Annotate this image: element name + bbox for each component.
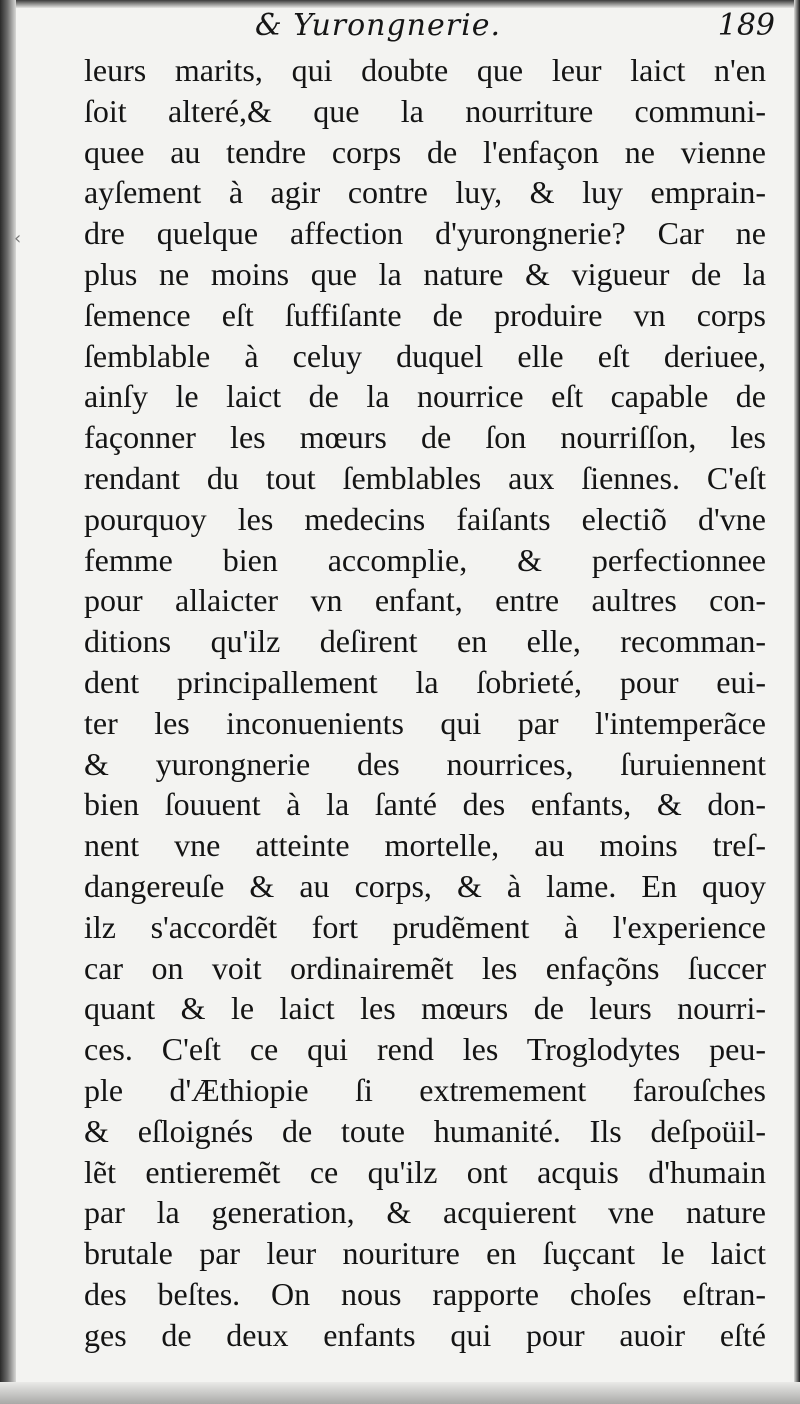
scan-edge-top bbox=[0, 0, 800, 8]
text-line: nent vne atteinte mortelle, au moins treſ- bbox=[84, 827, 766, 864]
text-line: ces. C'eſt ce qui rend les Troglodytes peu- bbox=[84, 1031, 766, 1068]
scan-edge-bottom bbox=[0, 1382, 800, 1404]
text-line: des beſtes. On nous rapporte choſes eſtran- bbox=[84, 1275, 766, 1312]
text-line: dre quelque affection d'yurongnerie? Car ne bbox=[84, 215, 766, 252]
text-line: ditions qu'ilz deſirent en elle, recomman- bbox=[84, 623, 766, 660]
running-head: & Yurongnerie. bbox=[255, 8, 501, 43]
text-line: ſemence eſt ſuffiſante de produire vn corps bbox=[84, 296, 766, 333]
scan-edge-left bbox=[0, 0, 16, 1404]
text-line: ple d'Æthiopie ſi extremement farouſches bbox=[84, 1071, 766, 1108]
text-line: & yurongnerie des nourrices, ſuruiennent bbox=[84, 745, 766, 782]
text-line: quee au tendre corps de l'enfaçon ne vienne bbox=[84, 133, 766, 170]
text-line: ter les inconuenients qui par l'intemperãce bbox=[84, 704, 766, 741]
text-line: ſemblable à celuy duquel elle eſt deriuee, bbox=[84, 337, 766, 374]
text-line: ayſement à agir contre luy, & luy emprain- bbox=[84, 174, 766, 211]
text-line: leurs marits, qui doubte que leur laict n'en bbox=[84, 52, 766, 88]
text-line: ilz s'accordẽt fort prudẽment à l'experience bbox=[84, 908, 766, 945]
margin-mark-icon: ‹ bbox=[14, 228, 22, 249]
text-line: pour allaicter vn enfant, entre aultres con- bbox=[84, 582, 766, 619]
text-line: pourquoy les medecins faiſants electiõ d'vne bbox=[84, 500, 766, 537]
text-line: ſoit alteré,& que la nourriture communi- bbox=[84, 92, 766, 129]
text-line: dangereuſe & au corps, & à lame. En quoy bbox=[84, 867, 766, 904]
body-text bbox=[84, 50, 766, 1356]
text-line: & eſloignés de toute humanité. Ils deſpoüil- bbox=[84, 1112, 766, 1149]
text-line: dent principallement la ſobrieté, pour eui- bbox=[84, 663, 766, 700]
text-line: façonner les mœurs de ſon nourriſſon, les bbox=[84, 419, 766, 456]
text-line: lẽt entieremẽt ce qu'ilz ont acquis d'humain bbox=[84, 1153, 766, 1190]
text-line: ainſy le laict de la nourrice eſt capable de bbox=[84, 378, 766, 415]
text-line: bien ſouuent à la ſanté des enfants, & don- bbox=[84, 786, 766, 823]
text-line: ges de deux enfants qui pour auoir eſté bbox=[84, 1316, 766, 1353]
text-line: plus ne moins que la nature & vigueur de la bbox=[84, 255, 766, 292]
text-line: femme bien accomplie, & perfectionnee bbox=[84, 541, 766, 578]
text-line: car on voit ordinairemẽt les enfaçõns ſuccer bbox=[84, 949, 766, 986]
text-line: brutale par leur nouriture en ſuçcant le laict bbox=[84, 1235, 766, 1272]
text-line: par la generation, & acquierent vne nature bbox=[84, 1194, 766, 1231]
page-number: 189 bbox=[717, 8, 775, 43]
scan-edge-right bbox=[794, 0, 800, 1404]
text-line: rendant du tout ſemblables aux ſiennes. C'eſt bbox=[84, 459, 766, 496]
page-header bbox=[80, 8, 775, 44]
text-line: quant & le laict les mœurs de leurs nourri- bbox=[84, 990, 766, 1027]
